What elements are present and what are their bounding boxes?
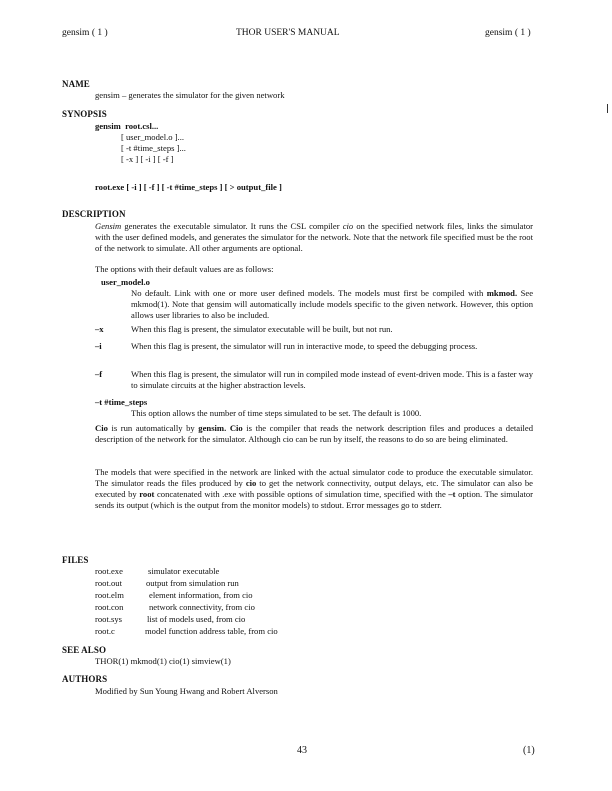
synopsis-command	[95, 121, 158, 132]
gensim-term: gensim.	[198, 423, 227, 433]
see-also-text: THOR(1) mkmod(1) cio(1) simview(1)	[95, 656, 231, 666]
synopsis-arg: root.csl...	[125, 121, 159, 131]
cio-term: Cio	[95, 423, 108, 433]
root-term: root	[139, 489, 155, 499]
cio-term: cio	[245, 478, 257, 488]
file-desc: network connectivity, from cio	[149, 602, 255, 612]
option-user-model-label: user_model.o	[101, 277, 150, 287]
description-paragraph-2: The options with their default values are as follows:	[95, 264, 274, 274]
description-heading: DESCRIPTION	[62, 209, 126, 219]
authors-text: Modified by Sun Young Hwang and Robert Alverson	[95, 686, 278, 696]
option-t-label: –t #time_steps	[95, 397, 148, 407]
option-x-flag: –x	[95, 324, 104, 334]
description-paragraph-1: Gensim generates the executable simulator. It runs the CSL compiler cio on the specified network files, links the simulator with the user defined models, and generates the simulator for the network. Note that the network file specified must be the root of the network to simulate. All other arguments are optional.	[95, 221, 533, 253]
synopsis-heading: SYNOPSIS	[62, 109, 107, 119]
option-f-flag: –f	[95, 369, 103, 379]
option-t-desc: This option allows the number of time steps simulated to be set. The default is 1000.	[131, 408, 422, 418]
see-also-heading: SEE ALSO	[62, 645, 107, 655]
file-name: root.sys	[95, 614, 122, 624]
description-paragraph-3: Cio is run automatically by gensim. Cio is the compiler that reads the network description files and produces a detailed description of the network for the simulator. Although cio can be run by itself, the reasons to do so are being eliminated.	[95, 423, 533, 444]
option-f-desc: When this flag is present, the simulator will run in compiled mode instead of event-driven mode. This is a faster way to simulate circuits at the higher abstraction levels.	[131, 369, 533, 390]
files-heading: FILES	[62, 555, 89, 565]
synopsis-cmd: gensim	[95, 121, 121, 131]
file-desc: element information, from cio	[149, 590, 253, 600]
synopsis-line: [ user_model.o ]...	[121, 132, 185, 142]
synopsis-line: [ -x ] [ -i ] [ -f ]	[121, 154, 174, 164]
synopsis-line: [ -t #time_steps ]...	[121, 143, 186, 153]
file-name: root.con	[95, 602, 124, 612]
file-name: root.elm	[95, 590, 124, 600]
synopsis-root-command: root.exe [ -i ] [ -f ] [ -t #time_steps ] [ > output_file ]	[95, 182, 282, 192]
page-number: 43	[297, 745, 307, 756]
cio-term: Cio	[229, 423, 243, 433]
header-left: gensim ( 1 )	[62, 28, 108, 38]
margin-mark	[607, 104, 608, 113]
mkmod-term: mkmod.	[486, 288, 518, 298]
file-desc: output from simulation run	[146, 578, 239, 588]
file-name: root.exe	[95, 566, 123, 576]
t-flag-term: –t	[448, 489, 456, 499]
option-i-desc: When this flag is present, the simulator will run in interactive mode, to speed the debugging process.	[131, 341, 478, 351]
header-right: gensim ( 1 )	[485, 28, 531, 38]
file-name: root.out	[95, 578, 122, 588]
name-text: gensim – generates the simulator for the given network	[95, 90, 285, 100]
cio-term: cio	[342, 221, 354, 231]
file-desc: list of models used, from cio	[147, 614, 246, 624]
option-user-model-desc: No default. Link with one or more user defined models. The models must first be compiled with mkmod. See mkmod(1). Note that gensim will automatically include models specific to the given network. However, this option allows user libraries to also be included.	[131, 288, 534, 320]
option-i-flag: –i	[95, 341, 102, 351]
header-title: THOR USER'S MANUAL	[236, 28, 340, 38]
option-x-desc: When this flag is present, the simulator executable will be built, but not run.	[131, 324, 393, 334]
file-desc: simulator executable	[148, 566, 220, 576]
description-paragraph-4: The models that were specified in the network are linked with the actual simulator code to produce the executable simulator. The simulator reads the files produced by cio to get the network connectivity, output delays, etc. The simulator can also be executed by root concatenated with .exe with possible options of simulation time, specified with the –t option. The simulator sends its output (which is the output from the monitor models) to stdout. Error messages go to stderr.	[95, 467, 533, 510]
gensim-term: Gensim	[95, 221, 122, 231]
section-number: (1)	[523, 745, 535, 756]
authors-heading: AUTHORS	[62, 674, 108, 684]
name-heading: NAME	[62, 79, 90, 89]
file-desc: model function address table, from cio	[145, 626, 278, 636]
file-name: root.c	[95, 626, 115, 636]
